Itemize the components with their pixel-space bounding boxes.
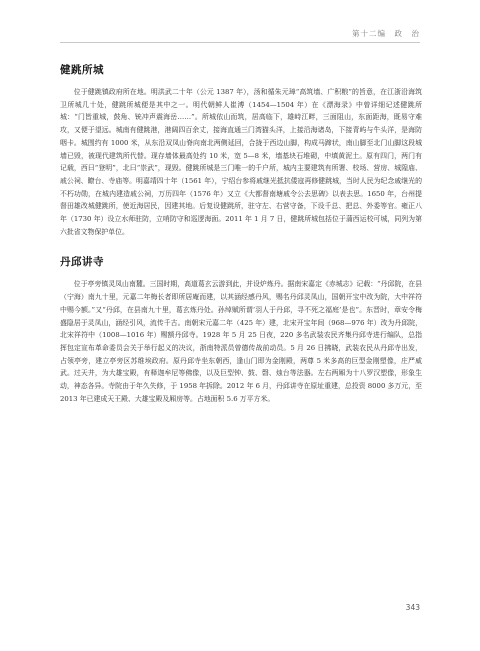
section-body: 位于健跳镇政府所在地。明洪武二十年（公元 1387 年），汤和循朱元璋“高筑墙、广积粮”的旨意，在江浙沿海筑卫所城几十处，健跳所城便是其中之一。明代朝鲜人崔溥（1454—1504 年）在《漂海录》中曾详细记述健跳所城：“门皆重城，鼓角、铳冲声震海岳……”。所城依山而筑，居高临下，雄峙江畔，三面阻山，东面距海，既易守难攻，又便于望远。城南有健跳港，港阔四百余丈，接海直通三门湾猫头洋，上接沿海诸岛，下接青屿与牛头洋，是海防咽卡。城围约有 1000 米，从东沿双凤山脊向南北两侧延回，合拢于西边山脚，构成马蹄状，南山脚至北门山脚这段城墙已毁，被现代建筑所代替。现存墙体最高处约 10 米，宽 5—8 米，墙基块石堆砌，中填黄泥土。原有四门，两门有记载，西曰“登明”，北曰“崇武”，现毁。健跳所城是三门唯一的千户所，城内主要建筑有所署、校场、营房、城隍庙、戚公祠、瞭台、寺庙等。明嘉靖四十年（1561 年），宁绍台参将戚继光抵抗倭寇再修健跳城，当时人民为纪念戚继光的不朽功勋，在城内建造戚公祠，万历四年（1576 年）又立《大都督南塘戚令公去思碑》以表去思。1650 年，台州提督田雄改城健跳所，使近海居民，因建其地。后复设健跳所，驻守左、右营守备，下设千总、把总、外委等官。雍正八年（1730 年）设立水师驻防，立哨防守和巡逻海面。2011 年 1 月 7 日，健跳所城包括位于蒲西运校可城，同列为第六批省文物保护单位。 <box>60 88 422 236</box>
chapter-label: 第十二编 政 治 <box>352 29 420 38</box>
page-content <box>60 62 422 405</box>
running-header <box>0 28 480 44</box>
header-rule <box>60 42 420 43</box>
section-danqiu-temple <box>60 254 422 405</box>
section-jiantiao-city <box>60 62 422 238</box>
section-body: 位于亭旁镇灵凤山南麓。三国时期，高道葛玄云游到此，并设炉炼丹。据南宋嘉定《赤城志》记载：“丹邱院，在县（宁海）南九十里，元嘉二年梅长者即所居庵而建，以其涵经感丹风，赐名丹邱灵凤山，国朝开宝中改为院，大中祥符中赐今额。”又“丹邱，在县南九十里，葛玄炼丹处。孙绰赋所谓‘羽人于丹邱，寻不死之福庭’是也”。东晋时，章安令梅盛隐居于灵凤山，涵经引风，流传千古。南朝宋元嘉二年（425 年）建，北宋开宝年间（968—976 年）改为丹邱院，北宋祥符中（1008—1016 年）赐额丹邱寺。1928 年 5 月 25 日夜，220 多名武装农民齐集丹邱寺进行编队，总指挥包定宣布革命委员会关于举行起义的决议，浙南特派员曾德传战前动员。5 月 26 日拂晓，武装农民从丹邱寺出发，占领亭旁，建立亭旁区苏维埃政府。原丹邱寺坐东朝西，逢山门即为金刚殿，两尊 5 米多高的巨型金刚塑像，庄严威武。过天井，为大雄宝殿，有释迦牟尼等佛像，以及巨型钟、鼓、磬、烛台等法器。左右两厢为十八罗汉塑像，形象生动，神态各异。寺院由于年久失修，于 1958 年拆除。2012 年 6 月，丹邱讲寺在原址重建，总投资 8000 多万元，至 2013 年已建成天王殿、大雄宝殿及厢房等。占地面积 5.6 万平方米。 <box>60 280 422 403</box>
section-title: 丹邱讲寺 <box>60 256 104 269</box>
section-title: 健跳所城 <box>60 64 104 76</box>
page-number: 343 <box>405 603 420 612</box>
